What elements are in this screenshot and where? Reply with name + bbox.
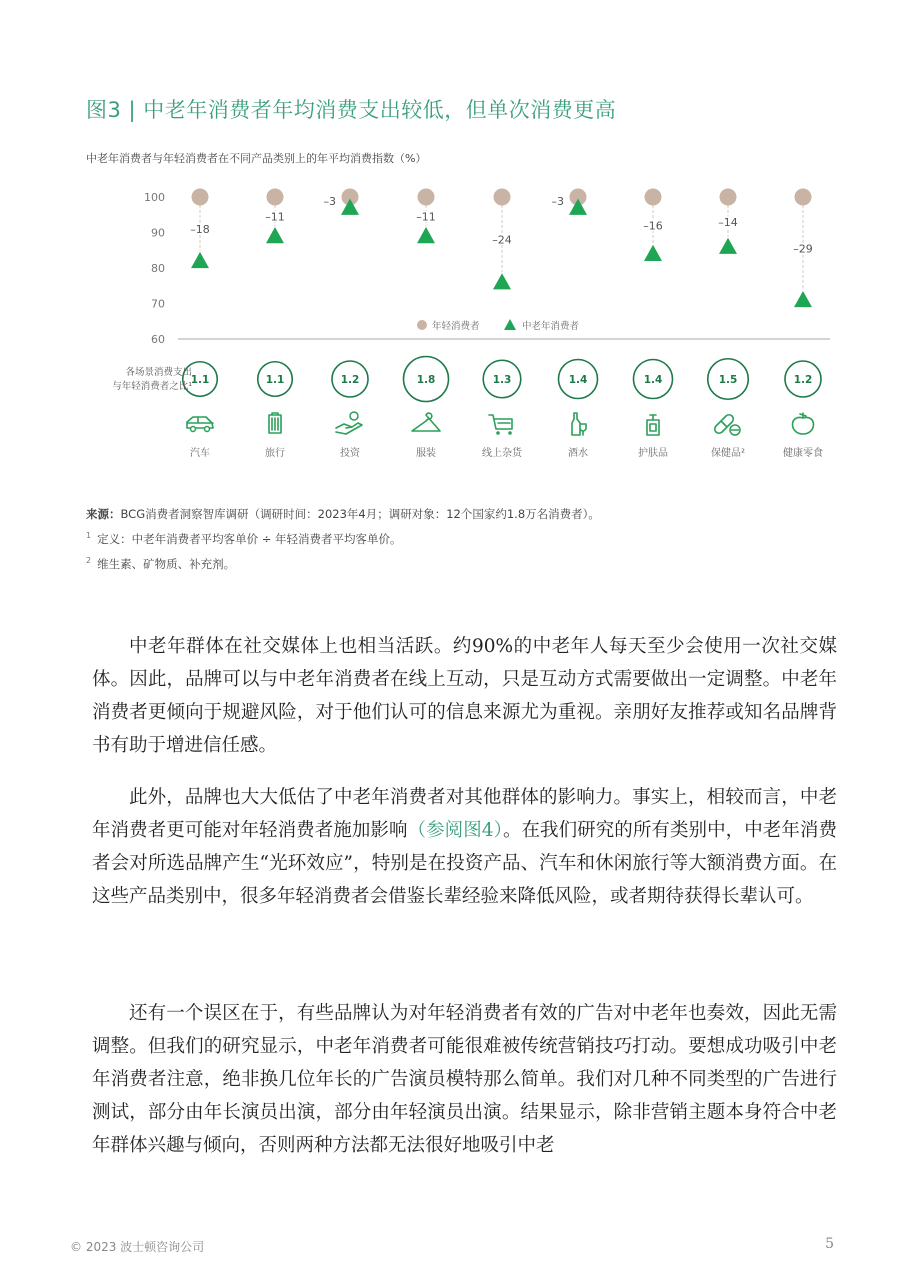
car-icon — [187, 417, 213, 432]
legend-older-label: 中老年消费者 — [522, 321, 580, 332]
source-note — [86, 506, 600, 522]
wine-icon — [572, 413, 586, 435]
ratio-label — [72, 366, 192, 394]
ratio-value: 1.4 — [568, 374, 588, 386]
source-label: 来源： — [86, 507, 121, 521]
y-tick-label: 80 — [151, 262, 165, 275]
category-label: 旅行 — [265, 448, 285, 459]
paragraph-3: 还有一个误区在于，有些品牌认为对年轻消费者有效的广告对中老年也奏效，因此无需调整。但我们的研究显示，中老年消费者可能很难被传统营销技巧打动。要想成功吸引中老年消费者注意，绝非换几位年长的广告演员模特那么简单。我们对几种不同类型的广告进行测试，部分由年长演员出演，部分由年轻演员出演。结果显示，除非营销主题本身符合中老年群体兴趣与倾向，否则两种方法都无法很好地吸引中老 — [92, 1003, 837, 1156]
ratio-label-line1: 各场景消费支出 — [125, 367, 192, 378]
source-text: BCG消费者洞察智库调研（调研时间：2023年4月；调研对象：12个国家约1.8万名消费者）。 — [120, 507, 600, 521]
figure-4-link[interactable]: （参阅图4） — [407, 820, 503, 841]
difference-label: –16 — [643, 219, 663, 233]
chart-subtitle: 中老年消费者与年轻消费者在不同产品类别上的年平均消费指数（%） — [86, 152, 427, 165]
difference-label: –18 — [190, 222, 210, 236]
young-consumer-point — [267, 189, 284, 206]
skincare-icon-shape — [647, 415, 659, 435]
investment-icon — [336, 412, 362, 434]
footnotes — [86, 506, 600, 581]
older-consumer-point — [417, 227, 435, 243]
skincare-icon — [647, 415, 659, 435]
apple-icon-shape — [793, 413, 814, 434]
apple-icon — [793, 413, 814, 434]
ratio-value: 1.1 — [190, 374, 210, 386]
wine-icon-shape — [572, 413, 586, 435]
category-label: 酒水 — [568, 448, 588, 459]
category-label: 服装 — [416, 448, 436, 459]
young-consumer-point — [720, 189, 737, 206]
paragraph-2 — [92, 781, 837, 913]
difference-label: –24 — [492, 233, 512, 247]
ratio-value: 1.3 — [492, 374, 512, 386]
y-tick-label: 90 — [151, 226, 165, 240]
category-label: 汽车 — [190, 448, 210, 459]
hanger-icon-shape — [412, 413, 440, 431]
category-label: 线上杂货 — [482, 448, 522, 459]
young-consumer-point — [795, 189, 812, 206]
ratio-value: 1.1 — [265, 374, 285, 386]
money-bag — [350, 412, 358, 420]
ratio-value: 1.5 — [718, 374, 738, 386]
pill-icon — [715, 415, 740, 435]
older-consumer-point — [644, 245, 662, 261]
y-tick-label: 60 — [151, 333, 165, 346]
ratio-label-line2: 与年轻消费者之比¹ — [112, 381, 192, 392]
luggage-icon-shape — [269, 413, 281, 433]
hanger-icon — [412, 413, 440, 431]
ratio-value: 1.2 — [340, 374, 360, 386]
page-number: 5 — [825, 1236, 834, 1252]
paragraph-2-part-a: 此外，品牌也大大低估了中老年消费者对其他群体的影响力。事实上，相较而言，中老年消费者更可能对年轻消费者施加影响 — [92, 787, 837, 841]
legend-older-marker — [504, 319, 516, 330]
legend-young-marker — [417, 320, 427, 330]
difference-label: –11 — [265, 210, 285, 224]
luggage-icon — [269, 413, 281, 433]
note-1 — [86, 531, 600, 547]
y-tick-label: 100 — [144, 191, 165, 204]
car-wheel — [191, 427, 196, 432]
investment-icon-shape — [336, 423, 362, 434]
older-consumer-point — [794, 291, 812, 307]
cart-wheel — [496, 431, 500, 435]
older-consumer-point — [191, 252, 209, 268]
note-1-text: 定义：中老年消费者平均客单价 ÷ 年轻消费者平均客单价。 — [97, 532, 402, 546]
cart-icon — [489, 415, 512, 435]
category-label: 健康零食 — [783, 448, 823, 459]
category-label: 投资 — [340, 448, 360, 459]
older-consumer-point — [266, 227, 284, 243]
note-2 — [86, 556, 600, 572]
cart-icon-shape — [489, 415, 512, 429]
older-consumer-point — [719, 238, 737, 254]
ratio-value: 1.8 — [416, 374, 436, 386]
difference-label: –29 — [793, 242, 813, 256]
y-tick-label: 70 — [151, 297, 165, 311]
young-consumer-point — [494, 189, 511, 206]
ratio-value: 1.2 — [793, 374, 813, 386]
note-2-text: 维生素、矿物质、补充剂。 — [97, 557, 236, 571]
cart-wheel — [508, 431, 512, 435]
figure-title: 图3 | 中老年消费者年均消费支出较低，但单次消费更高 — [86, 98, 617, 122]
category-label: 护肤品 — [638, 448, 668, 459]
young-consumer-point — [418, 189, 435, 206]
chart — [0, 0, 904, 470]
ratio-value: 1.4 — [643, 374, 663, 386]
car-wheel — [205, 427, 210, 432]
note-2-mark: 2 — [86, 556, 92, 566]
difference-label: –14 — [718, 215, 738, 229]
paragraph-1: 中老年群体在社交媒体上也相当活跃。约90%的中老年人每天至少会使用一次社交媒体。因此，品牌可以与中老年消费者在线上互动，只是互动方式需要做出一定调整。中老年消费者更倾向于规避风险，对于他们认可的信息来源尤为重视。亲朋好友推荐或知名品牌背书有助于增进信任感。 — [92, 636, 837, 756]
note-1-mark: 1 — [86, 531, 92, 541]
legend-young-label: 年轻消费者 — [432, 321, 480, 332]
paragraph-2-part-b: 。在我们研究的所有类别中，中老年消费者会对所选品牌产生“光环效应”，特别是在投资产品、汽车和休闲旅行等大额消费方面。在这些产品类别中，很多年轻消费者会借鉴长辈经验来降低风险，或者期待获得长辈认可。 — [92, 820, 837, 907]
young-consumer-point — [645, 189, 662, 206]
young-consumer-point — [192, 189, 209, 206]
older-consumer-point — [493, 273, 511, 289]
car-icon-shape — [187, 417, 213, 428]
copyright: © 2023 波士顿咨询公司 — [70, 1240, 205, 1254]
difference-label: –11 — [416, 210, 436, 224]
category-label: 保健品² — [710, 448, 746, 459]
difference-label: –3 — [323, 195, 336, 208]
difference-label: –3 — [551, 195, 564, 208]
